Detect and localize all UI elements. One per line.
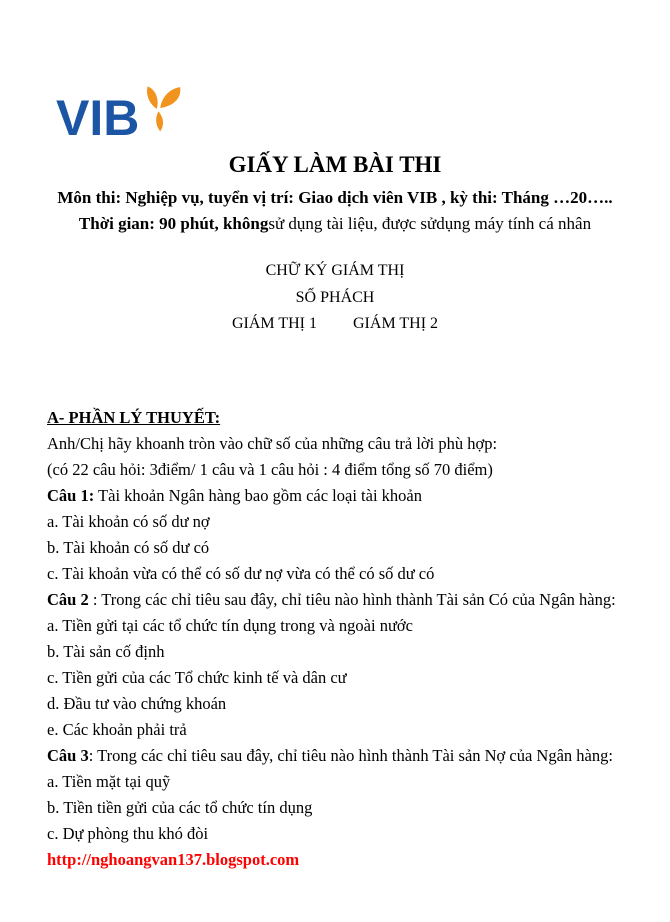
footer-url-link[interactable]: http://nghoangvan137.blogspot.com [47,850,300,869]
question-3-option-c: c. Dự phòng thu khó đòi [47,824,209,843]
vib-logo [56,84,196,146]
proctor-signature-label: CHỮ KÝ GIÁM THỊ [265,262,405,279]
proctor-block [0,258,670,338]
proctor-2-label: GIÁM THỊ 2 [353,315,439,332]
vib-logo-text: VIB [56,90,140,146]
exam-time-rest: sử dụng tài liệu, được sửdụng máy tính cá nhân [268,214,592,233]
exam-title: GIẤY LÀM BÀI THI [228,152,442,177]
question-2-option-c: c. Tiền gửi của các Tổ chức kinh tế và dân cư [47,668,347,687]
question-1-option-c: c. Tài khoản vừa có thể có số dư nợ vừa có thể có số dư có [47,564,435,583]
exam-header [0,149,670,237]
question-3-option-b: b. Tiền tiền gửi của các tổ chức tín dụng [47,798,313,817]
proctor-1-label: GIÁM THỊ 1 [231,315,317,332]
question-3-text: : Trong các chỉ tiêu sau đây, chỉ tiêu nào hình thành Tài sản Nợ của Ngân hàng: [88,746,613,765]
question-2-option-a: a. Tiền gửi tại các tổ chức tín dụng trong và ngoài nước [47,616,413,635]
section-a-heading: A- PHẦN LÝ THUYẾT: [47,408,221,427]
question-2-text: : Trong các chỉ tiêu sau đây, chỉ tiêu nào hình thành Tài sản Có của Ngân hàng: [88,590,616,609]
question-1-label: Câu 1: [47,486,95,505]
section-a [47,405,637,873]
question-2-option-e: e. Các khoản phải trả [47,720,187,739]
question-1-text: Tài khoản Ngân hàng bao gồm các loại tài khoản [94,486,422,505]
exam-time-line [0,211,670,237]
question-2-label: Câu 2 [47,590,89,609]
question-1-option-a: a. Tài khoản có số dư nợ [47,512,210,531]
instruction-line-2: (có 22 câu hỏi: 3điểm/ 1 câu và 1 câu hỏi : 4 điểm tổng số 70 điểm) [47,460,493,479]
question-3-option-a: a. Tiền mặt tại quỹ [47,772,171,791]
question-2-option-b: b. Tài sản cố định [47,642,165,661]
instruction-line-1: Anh/Chị hãy khoanh tròn vào chữ số của những câu trả lời phù hợp: [47,434,498,453]
exam-subject-line: Môn thi: Nghiệp vụ, tuyển vị trí: Giao dịch viên VIB , kỳ thi: Tháng …20….. [57,188,613,207]
secret-number-label: SỐ PHÁCH [295,288,375,306]
question-3-label: Câu 3 [47,746,89,765]
question-3-line [47,743,637,769]
question-2-option-d: d. Đầu tư vào chứng khoán [47,694,227,713]
proctor-names-line [0,311,670,338]
question-2-line [47,587,637,613]
exam-time-bold: Thời gian: 90 phút, không [78,214,269,233]
question-1-line [47,483,637,509]
question-1-option-b: b. Tài khoản có số dư có [47,538,210,557]
vib-flower-icon [136,82,186,134]
footer-url-line [47,847,637,873]
section-a-heading-line [47,405,637,431]
